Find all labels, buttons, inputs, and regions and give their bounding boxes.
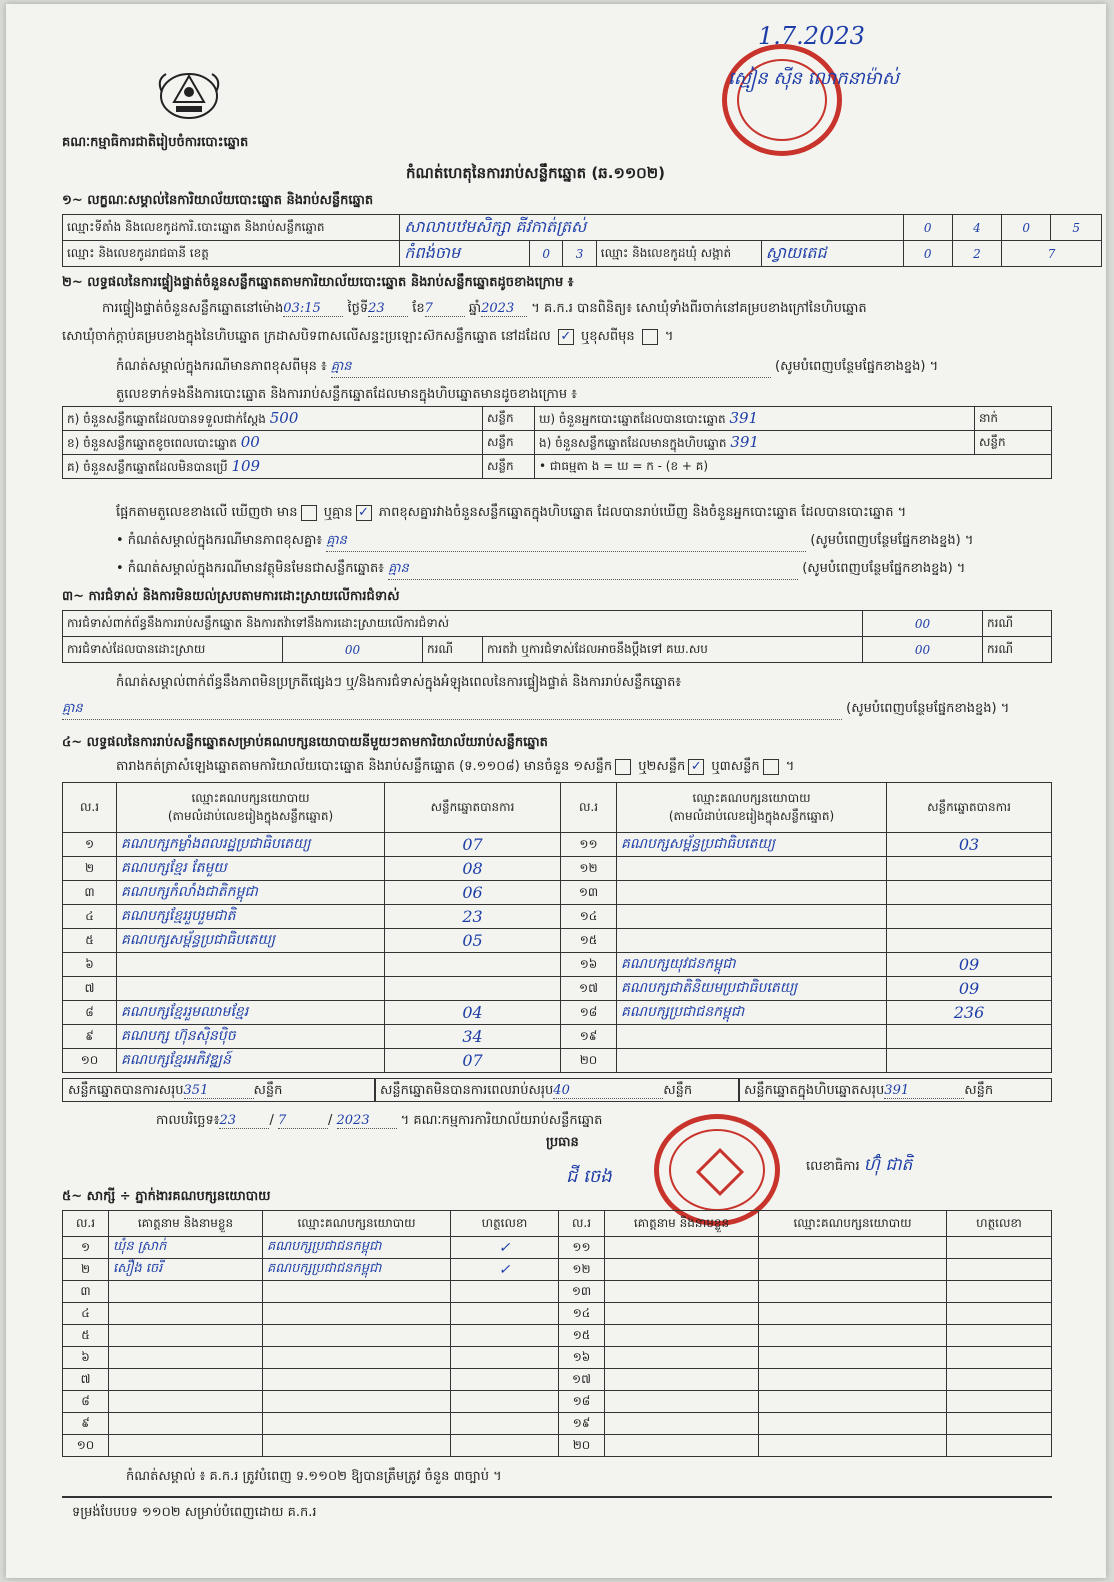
witness-signature — [451, 1281, 559, 1303]
results-table — [62, 782, 1052, 1073]
col-party-header: ឈ្មោះគណបក្សនយោបាយ — [263, 1211, 451, 1237]
col-no-header: ល.រ — [63, 783, 117, 833]
table-row — [63, 1413, 1052, 1435]
appeal-count: 00 — [863, 637, 983, 663]
nec-emblem-icon — [154, 62, 224, 122]
party-votes — [887, 857, 1052, 881]
party-votes: 04 — [385, 1001, 561, 1025]
figure-row: ង) ចំនួនសន្លឹកឆ្នោតដែលមានក្នុងហិបឆ្នោត 391 — [535, 431, 975, 455]
row-number: ៥ — [63, 1325, 109, 1347]
witness-party — [759, 1237, 947, 1259]
witness-name — [109, 1281, 263, 1303]
table-row — [63, 1391, 1052, 1413]
party-name: គណបក្សកម្លាំងពលរដ្ឋប្រជាធិបតេយ្យ — [117, 833, 385, 857]
party-votes — [887, 1049, 1052, 1073]
objection-unit: ករណី — [983, 611, 1052, 637]
col-no-header: ល.រ — [561, 783, 617, 833]
figures-intro: តួលេខទាក់ទងនឹងការបោះឆ្នោត និងការរាប់សន្លឹកឆ្នោតដែលមានក្នុងហិបឆ្នោតមានដូចខាងក្រោម ៖ — [116, 387, 577, 402]
province-code-digit: 3 — [563, 241, 596, 267]
col-votes-header: សន្លឹកឆ្នោតបានការ — [887, 783, 1052, 833]
table-row — [63, 1237, 1052, 1259]
row-number: ១២ — [559, 1259, 605, 1281]
province-label: ឈ្មោះ និងលេខកូដរាជធានី ខេត្ត — [63, 241, 400, 267]
province-code-digit: 0 — [529, 241, 562, 267]
secretary-line: លេខាធិការ ហ៊ុំ ជាតិ — [806, 1155, 913, 1175]
red-seal-stamp — [722, 44, 842, 156]
stamp-handwriting-text: ស្មៀន ស៊ីន លោកនាម៉ាស់ — [728, 68, 900, 89]
table-row — [63, 929, 1052, 953]
witness-party — [759, 1391, 947, 1413]
stamp-handwriting-date: 1.7.2023 — [758, 22, 865, 50]
witness-signature — [451, 1347, 559, 1369]
witness-name — [109, 1413, 263, 1435]
station-label: ឈ្មោះទីតាំង និងលេខកូដការិ.បោះឆ្នោត និងរាប់សន្លឹកឆ្នោត — [63, 215, 400, 241]
party-votes: 06 — [385, 881, 561, 905]
row-number: ១១ — [559, 1237, 605, 1259]
witness-signature — [947, 1435, 1052, 1457]
witness-name — [109, 1347, 263, 1369]
party-name: គណបក្សខ្មែររួបរួមជាតិ — [117, 905, 385, 929]
figure-row: ខ) ចំនួនសន្លឹកឆ្នោតខូចពេលបោះឆ្នោត 00 — [63, 431, 483, 455]
resolved-label: ការជំទាស់ដែលបានដោះស្រាយ — [63, 637, 283, 663]
row-number: ២ — [63, 1259, 109, 1281]
party-name — [617, 929, 887, 953]
witness-party — [759, 1413, 947, 1435]
bullet-foreign-objects: • កំណត់សម្គាល់ក្នុងករណីមានវត្ថុមិនមែនជាសន្លឹកឆ្នោត៖ គ្មាន (សូមបំពេញបន្ថែមផ្នែកខាងខ្នង) ។ — [116, 560, 965, 580]
witness-party: គណបក្សប្រជាជនកម្ពុជា — [263, 1237, 451, 1259]
witness-party — [263, 1347, 451, 1369]
station-code-digit: 0 — [1002, 215, 1051, 241]
witness-name — [109, 1325, 263, 1347]
page-title: កំណត់ហេតុនៃការរាប់សន្លឹកឆ្នោត (ឆ.១១០២) — [406, 164, 666, 182]
row-number: ៦ — [63, 1347, 109, 1369]
witness-signature: ✓ — [451, 1237, 559, 1259]
footer-divider — [62, 1496, 1052, 1498]
party-name: គណបក្សយុវជនកម្ពុជា — [617, 953, 887, 977]
section1-heading: ១~ លក្ខណៈសម្គាល់នៃការិយាល័យបោះឆ្នោត និងរាប់សន្លឹកឆ្នោត — [62, 193, 374, 208]
party-name: គណបក្សខ្មែររួមឈាមខ្មែរ — [117, 1001, 385, 1025]
row-number: ៩ — [63, 1025, 117, 1049]
figure-row: ឃ) ចំនួនអ្នកបោះឆ្នោតដែលបានបោះឆ្នោត 391 — [535, 407, 975, 431]
witness-name — [605, 1347, 759, 1369]
commune-value: ស្វាយតេជ — [761, 241, 903, 267]
party-name — [117, 953, 385, 977]
witness-name — [605, 1435, 759, 1457]
check-icon[interactable]: ✓ — [356, 505, 372, 521]
party-name — [617, 905, 887, 929]
row-number: ៤ — [63, 905, 117, 929]
witness-party — [759, 1325, 947, 1347]
row-number: ១៤ — [559, 1303, 605, 1325]
witness-party: គណបក្សប្រជាជនកម្ពុជា — [263, 1259, 451, 1281]
witness-name — [605, 1237, 759, 1259]
witness-name — [109, 1391, 263, 1413]
row-number: ៨ — [63, 1391, 109, 1413]
station-code-digit: 0 — [903, 215, 952, 241]
party-name: គណបក្សកំលាំងជាតិកម្ពុជា — [117, 881, 385, 905]
party-votes — [887, 905, 1052, 929]
party-votes — [887, 1025, 1052, 1049]
figure-row: គ) ចំនួនសន្លឹកឆ្នោតដែលមិនបានប្រើ 109 — [63, 455, 483, 479]
witness-party — [263, 1391, 451, 1413]
table-row — [63, 905, 1052, 929]
witness-party — [263, 1413, 451, 1435]
witness-name — [605, 1259, 759, 1281]
table-row — [63, 1325, 1052, 1347]
witness-signature — [947, 1391, 1052, 1413]
section3-heading: ៣~ ការជំទាស់ និងការមិនយល់ស្របតាមការដោះស្រាយលើការជំទាស់ — [62, 589, 400, 604]
row-number: ១៥ — [561, 929, 617, 953]
row-number: ១២ — [561, 857, 617, 881]
row-number: ១៣ — [559, 1281, 605, 1303]
commune-code-digit: 2 — [952, 241, 1001, 267]
row-number: ៦ — [63, 953, 117, 977]
table-row — [63, 977, 1052, 1001]
figure-unit: សន្លឹក — [483, 455, 535, 479]
province-value: កំពង់ចាម — [400, 241, 530, 267]
witness-signature — [451, 1391, 559, 1413]
figures-table — [62, 406, 1052, 479]
table-row — [63, 1281, 1052, 1303]
check-icon[interactable]: ✓ — [688, 759, 704, 775]
witness-name — [109, 1435, 263, 1457]
party-votes: 07 — [385, 833, 561, 857]
section5-heading: ៥~ សាក្សី ÷ ភ្នាក់ងារគណបក្សនយោបាយ — [62, 1189, 271, 1204]
row-number: ១៤ — [561, 905, 617, 929]
verify-line-1: ការផ្ទៀងផ្ទាត់ចំនួនសន្លឹកឆ្នោតនៅម៉ោង03:15 ថ្ងៃទី23 ខែ7 ឆ្នាំ2023 ។ គ.ក.រ បានពិនិត្យ៖ សោឃុំទាំងពីរចាក់នៅគម្របខាងក្រៅនៃហិបឆ្នោត — [102, 301, 867, 316]
chair-label: ប្រធាន — [546, 1135, 579, 1150]
witness-name — [605, 1303, 759, 1325]
row-number: ១៨ — [561, 1001, 617, 1025]
objections-table — [62, 610, 1052, 663]
witness-signature — [451, 1369, 559, 1391]
row-number: ២០ — [561, 1049, 617, 1073]
party-name — [117, 977, 385, 1001]
table-row — [63, 1435, 1052, 1457]
witness-party — [759, 1281, 947, 1303]
table-row — [63, 1049, 1052, 1073]
station-code-digit: 5 — [1051, 215, 1102, 241]
col-no-header: ល.រ — [559, 1211, 605, 1237]
objection-label: ការជំទាស់ពាក់ព័ន្ធនឹងការរាប់សន្លឹកឆ្នោត និងការតវ៉ាទៅនឹងការដោះស្រាយលើការជំទាស់ — [63, 611, 863, 637]
row-number: ១៦ — [559, 1347, 605, 1369]
col-party-header: ឈ្មោះគណបក្សនយោបាយ (តាមលំដាប់លេខរៀងក្នុងសន្លឹកឆ្នោត) — [617, 783, 887, 833]
party-votes: 23 — [385, 905, 561, 929]
party-name: គណបក្សប្រជាជនកម្ពុជា — [617, 1001, 887, 1025]
witness-name — [109, 1369, 263, 1391]
note-line: កំណត់សម្គាល់ក្នុងករណីមានភាពខុសពីមុន ៖ គ្មាន (សូមបំពេញបន្ថែមផ្នែកខាងខ្នង) ។ — [116, 358, 938, 378]
witness-party — [263, 1303, 451, 1325]
resolved-count: 00 — [283, 637, 423, 663]
footnote: កំណត់សម្គាល់ ៖ គ.ក.រ ត្រូវបំពេញ ទ.១១០២ ឱ្យបានត្រឹមត្រូវ ចំនួន ៣ច្បាប់ ។ — [126, 1469, 502, 1484]
section3-note: គ្មាន (សូមបំពេញបន្ថែមផ្នែកខាងខ្នង) ។ — [62, 700, 1009, 720]
witness-name — [605, 1281, 759, 1303]
commune-code-digit: 7 — [1002, 241, 1102, 267]
table-row — [63, 1303, 1052, 1325]
table-row — [63, 857, 1052, 881]
station-code-digit: 4 — [952, 215, 1001, 241]
col-party-header: ឈ្មោះគណបក្សនយោបាយ (តាមលំដាប់លេខរៀងក្នុងសន្លឹកឆ្នោត) — [117, 783, 385, 833]
row-number: ១០ — [63, 1049, 117, 1073]
party-name: គណបក្សខ្មែរ តែមួយ — [117, 857, 385, 881]
col-no-header: ល.រ — [63, 1211, 109, 1237]
party-votes: 05 — [385, 929, 561, 953]
row-number: ២ — [63, 857, 117, 881]
party-votes: 09 — [887, 977, 1052, 1001]
party-name: គណបក្សសម្ព័ន្ធប្រជាធិបតេយ្យ — [117, 929, 385, 953]
row-number: ៤ — [63, 1303, 109, 1325]
witness-party — [263, 1369, 451, 1391]
row-number: ១៥ — [559, 1325, 605, 1347]
witness-party — [759, 1259, 947, 1281]
party-votes — [887, 929, 1052, 953]
table-row — [63, 1369, 1052, 1391]
witness-party — [759, 1435, 947, 1457]
party-name — [617, 1049, 887, 1073]
col-sign-header: ហត្ថលេខា — [947, 1211, 1052, 1237]
row-number: ១១ — [561, 833, 617, 857]
discrepancy-line: ផ្អែកតាមតួលេខខាងលើ ឃើញថា មាន ឬគ្មាន ✓ ភាពខុសគ្នារវាងចំនួនសន្លឹកឆ្នោតក្នុងហិបឆ្នោត ដែលបានរាប់ឃើញ និងចំនួនអ្នកបោះឆ្នោត ដែលបានបោះឆ្នោត ។ — [116, 504, 907, 520]
appeal-label: ការតវ៉ា ឬការជំទាស់ដែលអាចនឹងប្ដឹងទៅ គឃ.សប — [483, 637, 863, 663]
objection-count: 00 — [863, 611, 983, 637]
party-votes — [385, 977, 561, 1001]
form-footer: ទម្រង់បែបបទ ១១០២ សម្រាប់បំពេញដោយ គ.ក.រ — [72, 1505, 317, 1520]
witness-name: សឿង ចេរី — [109, 1259, 263, 1281]
org-name: គណៈកម្មាធិការជាតិរៀបចំការបោះឆ្នោត — [62, 135, 249, 150]
row-number: ១៣ — [561, 881, 617, 905]
row-number: ១ — [63, 833, 117, 857]
witness-signature — [451, 1435, 559, 1457]
witness-name: ឃុំន ស្រាក់ — [109, 1237, 263, 1259]
witness-signature — [947, 1325, 1052, 1347]
party-name — [617, 881, 887, 905]
witness-signature: ✓ — [451, 1259, 559, 1281]
party-votes: 34 — [385, 1025, 561, 1049]
commune-label: ឈ្មោះ និងលេខកូដឃុំ សង្កាត់ — [596, 241, 761, 267]
party-name — [617, 857, 887, 881]
party-votes: 07 — [385, 1049, 561, 1073]
checkbox-three-sheets[interactable] — [763, 759, 779, 775]
checkbox-different[interactable] — [642, 329, 658, 345]
appeal-unit: ករណី — [983, 637, 1052, 663]
party-votes: 08 — [385, 857, 561, 881]
figure-unit: សន្លឹក — [483, 431, 535, 455]
figure-unit: នាក់ — [975, 407, 1052, 431]
table-row — [63, 833, 1052, 857]
witness-name — [605, 1369, 759, 1391]
witness-signature — [947, 1413, 1052, 1435]
check-icon[interactable]: ✓ — [558, 329, 574, 345]
witness-signature — [947, 1303, 1052, 1325]
row-number: ១០ — [63, 1435, 109, 1457]
table-row — [63, 1259, 1052, 1281]
document-page: គណៈកម្មាធិការជាតិរៀបចំការបោះឆ្នោត កំណត់ហេតុនៃការរាប់សន្លឹកឆ្នោត (ឆ.១១០២) 1.7.2023 ស្មៀន ស៊ីន លោកនាម៉ាស់ ១~ លក្ខណៈសម្គាល់នៃការិយាល័យបោះឆ្នោត និងរាប់សន្លឹកឆ្នោត ឈ្មោះទីតាំង និងលេខកូដការិ.បោះឆ្នោត និងរាប់សន្លឹកឆ្នោត សាលាបឋមសិក្សា គីវកាត់ត្រស់ 0 4 0 5 ឈ្មោះ និងលេខកូដរាជធានី ខេត្ត កំពង់ចាម 0 3 ឈ្មោះ និងលេខកូដឃុំ សង្កាត់ ស្វាយតេជ 0 2 7 ២~ លទ្ធផលនៃការផ្ទៀងផ្ទាត់ចំនួនសន្លឹកឆ្នោតតាមការិយាល័យបោះឆ្នោត និងរាប់សន្លឹកឆ្នោតដូចខាងក្រោម ៖ ការផ្ទៀងផ្ទាត់ចំនួនសន្លឹកឆ្នោតនៅម៉ោង03:15 ថ្ងៃទី23 ខែ7 ឆ្នាំ2023 ។ គ.ក.រ បានពិនិត្យ៖ សោឃុំទាំងពីរចាក់នៅគម្របខាងក្រៅនៃហិបឆ្នោត សោឃុំចាក់ក្ដាប់គម្របខាងក្នុងនៃហិបឆ្នោត ក្រដាសបិទពាសលើសន្ទះប្រឡោះស៊កសន្លឹកឆ្នោត នៅដដែល ✓ ឬខុសពីមុន ។ កំណត់សម្គាល់ក្នុងករណីមានភាពខុសពីមុន ៖ គ្មាន (សូមបំពេញបន្ថែមផ្នែកខាងខ្នង) ។ តួលេខទាក់ទងនឹងការបោះឆ្នោត និងការរាប់សន្លឹកឆ្នោតដែលមានក្នុងហិបឆ្នោតមានដូចខាងក្រោម ៖ ក) ចំនួនសន្លឹកឆ្នោតដែលបានទទួលជាក់ស្ដែង 500 សន្លឹក ឃ) ចំនួនអ្នកបោះឆ្នោតដែលបានបោះឆ្នោត 391 នាក់ ខ) ចំនួនសន្លឹកឆ្នោតខូចពេលបោះឆ្នោត 00 សន្លឹក ង) ចំនួនសន្លឹកឆ្នោតដែលមានក្នុងហិបឆ្នោត 391 សន្លឹក គ) ចំនួនសន្លឹកឆ្នោតដែលមិនបានប្រើ 109 សន្លឹក • ជាធម្មតា ង = ឃ = ក - (ខ + គ) ផ្អែកតាមតួលេខខាងលើ ឃើញថា មាន ឬគ្មាន ✓ ភាពខុសគ្នារវាងចំនួនសន្លឹកឆ្នោតក្នុងហិបឆ្នោត ដែលបានរាប់ឃើញ និងចំនួនអ្នកបោះឆ្នោត ដែលបានបោះឆ្នោត ។ • កំណត់សម្គាល់ក្នុងករណីមានភាពខុសគ្នា៖ គ្មាន (សូមបំពេញបន្ថែមផ្នែកខាងខ្នង) ។ • កំណត់សម្គាល់ក្នុងករណីមានវត្ថុមិនមែនជាសន្លឹកឆ្នោត៖ គ្មាន (សូមបំពេញបន្ថែមផ្នែកខាងខ្នង) ។ ៣~ ការជំទាស់ និងការមិនយល់ស្របតាមការដោះស្រាយលើការជំទាស់ ការជំទាស់ពាក់ព័ន្ធនឹងការរាប់សន្លឹកឆ្នោត និងការតវ៉ាទៅនឹងការដោះស្រាយលើការជំទាស់ 00 ករណី ការជំទាស់ដែលបានដោះស្រាយ 00 ករណី ការតវ៉ា ឬការជំទាស់ដែលអាចនឹងប្ដឹងទៅ គឃ.សប 00 ករណី កំណត់សម្គាល់ពាក់ព័ន្ធនឹងភាពមិនប្រក្រតីផ្សេងៗ ឬ/និងការជំទាស់ក្នុងអំឡុងពេលនៃការផ្ទៀងផ្ទាត់ និងការរាប់សន្លឹកឆ្នោត៖ គ្មាន (សូមបំពេញបន្ថែមផ្នែកខាងខ្នង) ។ ៤~ លទ្ធផលនៃការរាប់សន្លឹកឆ្នោតសម្រាប់គណបក្សនយោបាយនីមួយៗតាមការិយាល័យរាប់សន្លឹកឆ្នោត តារាងកត់ត្រាសំឡេងឆ្នោតតាមការិយាល័យបោះឆ្នោត និងរាប់សន្លឹកឆ្នោត (ទ.១១០៨) មានចំនួន ១សន្លឹក ឬ២សន្លឹក ✓ ឬ៣សន្លឹក ។ ល.រ ឈ្មោះគណបក្សនយោបាយ (តាមលំដាប់លេខរៀងក្នុងសន្លឹកឆ្នោត) សន្លឹកឆ្នោតបានការ ល.រ ឈ្មោះគណបក្សនយោបាយ (តាមលំដាប់លេខរៀងក្នុងសន្លឹកឆ្នោត) សន្លឹកឆ្នោតបានការ ១ គណបក្សកម្លាំងពលរដ្ឋប្រជាធិបតេយ្យ 07 ១១ គណបក្សសម្ព័ន្ធប្រជាធិបតេយ្យ 03 ២ គណបក្សខ្មែរ តែមួយ 08 ១២ ៣ គណបក្សកំលាំងជាតិកម្ពុជា 06 ១៣ ៤ គណបក្សខ្មែររួបរួមជាតិ 23 ១៤ ៥ គណបក្សសម្ព័ន្ធប្រជាធិបតេយ្យ 05 ១៥ ៦ ១៦ គណបក្សយុវជនកម្ពុជា 09 ៧ ១៧ គណបក្សជាតិនិយមប្រជាធិបតេយ្យ 09 ៨ គណបក្សខ្មែររួមឈាមខ្មែរ 04 ១៨ គណបក្សប្រជាជនកម្ពុជា 236 ៩ គណបក្ស ហ៊ុនស៊ិនប៉ិច 34 ១៩ ១០ គណបក្សខ្មែរអភិវឌ្ឍន៍ 07 ២០ សន្លឹកឆ្នោតបានការសរុប351 សន្លឹក សន្លឹកឆ្នោតមិនបានការពេលរាប់សរុប40 សន្លឹក សន្លឹកឆ្នោតក្នុងហិបឆ្នោតសរុប391 សន្លឹក កាលបរិច្ឆេទ៖23 / 7 / 2023 ។ គណៈកម្មការការិយាល័យរាប់សន្លឹកឆ្នោត ប្រធាន ជី ចេង លេខាធិការ ហ៊ុំ ជាតិ ៥~ សាក្សី ÷ ភ្នាក់ងារគណបក្សនយោបាយ ល.រ គោត្តនាម និងនាមខ្លួន ឈ្មោះគណបក្សនយោបាយ ហត្ថលេខា ល.រ គោត្តនាម និងនាមខ្លួន ឈ្មោះគណបក្សនយោបាយ ហត្ថលេខា ១ ឃុំន ស្រាក់ គណបក្សប្រជាជនកម្ពុជា ✓ ១១ ២ សឿង ចេរី គណបក្សប្រជាជនកម្ពុជា ✓ ១២ ៣ ១៣ ៤ ១៤ ៥ ១៥ ៦ ១៦ ៧ ១៧ ៨ ១៨ ៩ ១៩ ១០ ២០ កំណត់សម្គាល់ ៖ គ.ក.រ ត្រូវបំពេញ ទ.១១០២ ឱ្យបានត្រឹមត្រូវ ចំនួន ៣ច្បាប់ ។ ទម្រង់បែបបទ ១១០២ សម្រាប់បំពេញដោយ គ.ក.រ — [6, 4, 1106, 1578]
witness-signature — [947, 1347, 1052, 1369]
section1-table — [62, 214, 1102, 267]
witness-signature — [947, 1259, 1052, 1281]
section2-heading: ២~ លទ្ធផលនៃការផ្ទៀងផ្ទាត់ចំនួនសន្លឹកឆ្នោតតាមការិយាល័យបោះឆ្នោត និងរាប់សន្លឹកឆ្នោតដូចខាងក្រោម ៖ — [62, 275, 574, 290]
col-party-header: ឈ្មោះគណបក្សនយោបាយ — [759, 1211, 947, 1237]
row-number: ២០ — [559, 1435, 605, 1457]
witness-party — [759, 1369, 947, 1391]
party-votes: 03 — [887, 833, 1052, 857]
party-votes: 09 — [887, 953, 1052, 977]
verify-line-2: សោឃុំចាក់ក្ដាប់គម្របខាងក្នុងនៃហិបឆ្នោត ក្រដាសបិទពាសលើសន្ទះប្រឡោះស៊កសន្លឹកឆ្នោត នៅដដែល ✓ ឬខុសពីមុន ។ — [62, 328, 674, 344]
party-name: គណបក្ស ហ៊ុនស៊ិនប៉ិច — [117, 1025, 385, 1049]
figure-unit: សន្លឹក — [483, 407, 535, 431]
col-name-header: គោត្តនាម និងនាមខ្លួន — [109, 1211, 263, 1237]
party-votes — [385, 953, 561, 977]
party-name: គណបក្សខ្មែរអភិវឌ្ឍន៍ — [117, 1049, 385, 1073]
bullet-difference: • កំណត់សម្គាល់ក្នុងករណីមានភាពខុសគ្នា៖ គ្មាន (សូមបំពេញបន្ថែមផ្នែកខាងខ្នង) ។ — [116, 532, 973, 552]
table-row — [63, 1001, 1052, 1025]
witness-signature — [451, 1413, 559, 1435]
witness-signature — [947, 1369, 1052, 1391]
section4-heading: ៤~ លទ្ធផលនៃការរាប់សន្លឹកឆ្នោតសម្រាប់គណបក្សនយោបាយនីមួយៗតាមការិយាល័យរាប់សន្លឹកឆ្នោត — [62, 735, 548, 750]
resolved-unit: ករណី — [423, 637, 483, 663]
witness-name — [109, 1303, 263, 1325]
row-number: ៣ — [63, 1281, 109, 1303]
row-number: ១៩ — [561, 1025, 617, 1049]
party-name — [617, 1025, 887, 1049]
col-votes-header: សន្លឹកឆ្នោតបានការ — [385, 783, 561, 833]
table-row — [63, 953, 1052, 977]
section4-sub: តារាងកត់ត្រាសំឡេងឆ្នោតតាមការិយាល័យបោះឆ្នោត និងរាប់សន្លឹកឆ្នោត (ទ.១១០៨) មានចំនួន ១សន្លឹក ឬ២សន្លឹក ✓ ឬ៣សន្លឹក ។ — [116, 758, 795, 774]
row-number: ៣ — [63, 881, 117, 905]
row-number: ៧ — [63, 977, 117, 1001]
station-value: សាលាបឋមសិក្សា គីវកាត់ត្រស់ — [400, 215, 903, 241]
party-votes — [887, 881, 1052, 905]
party-name: គណបក្សសម្ព័ន្ធប្រជាធិបតេយ្យ — [617, 833, 887, 857]
witness-name — [605, 1325, 759, 1347]
witness-party — [263, 1281, 451, 1303]
witness-signature — [451, 1325, 559, 1347]
row-number: ១៦ — [561, 953, 617, 977]
witness-signature — [947, 1281, 1052, 1303]
witness-name — [605, 1413, 759, 1435]
col-name-header: គោត្តនាម និងនាមខ្លួន — [605, 1211, 759, 1237]
col-sign-header: ហត្ថលេខា — [451, 1211, 559, 1237]
row-number: ១៧ — [559, 1369, 605, 1391]
witness-signature — [947, 1237, 1052, 1259]
section3-note-label: កំណត់សម្គាល់ពាក់ព័ន្ធនឹងភាពមិនប្រក្រតីផ្សេងៗ ឬ/និងការជំទាស់ក្នុងអំឡុងពេលនៃការផ្ទៀងផ្ទាត់ និងការរាប់សន្លឹកឆ្នោត៖ — [116, 675, 682, 690]
row-number: ៨ — [63, 1001, 117, 1025]
row-number: ១៨ — [559, 1391, 605, 1413]
row-number: ១ — [63, 1237, 109, 1259]
witness-party — [759, 1303, 947, 1325]
row-number: ៧ — [63, 1369, 109, 1391]
table-row — [63, 881, 1052, 905]
formula-note: • ជាធម្មតា ង = ឃ = ក - (ខ + គ) — [535, 455, 1052, 479]
witness-table — [62, 1210, 1052, 1457]
witness-signature — [451, 1303, 559, 1325]
witness-party — [759, 1347, 947, 1369]
party-votes: 236 — [887, 1001, 1052, 1025]
table-row — [63, 1347, 1052, 1369]
row-number: ៩ — [63, 1413, 109, 1435]
witness-party — [263, 1325, 451, 1347]
row-number: ៥ — [63, 929, 117, 953]
figure-row: ក) ចំនួនសន្លឹកឆ្នោតដែលបានទទួលជាក់ស្ដែង 500 — [63, 407, 483, 431]
commune-code-digit: 0 — [903, 241, 952, 267]
checkbox-one-sheet[interactable] — [615, 759, 631, 775]
chair-signature: ជី ចេង — [566, 1166, 612, 1187]
checkbox-has-difference[interactable] — [301, 505, 317, 521]
results-date: កាលបរិច្ឆេទ៖23 / 7 / 2023 ។ គណៈកម្មការការិយាល័យរាប់សន្លឹកឆ្នោត — [156, 1113, 603, 1128]
row-number: ១៩ — [559, 1413, 605, 1435]
table-row — [63, 1025, 1052, 1049]
witness-name — [605, 1391, 759, 1413]
party-name: គណបក្សជាតិនិយមប្រជាធិបតេយ្យ — [617, 977, 887, 1001]
row-number: ១៧ — [561, 977, 617, 1001]
witness-party — [263, 1435, 451, 1457]
figure-unit: សន្លឹក — [975, 431, 1052, 455]
